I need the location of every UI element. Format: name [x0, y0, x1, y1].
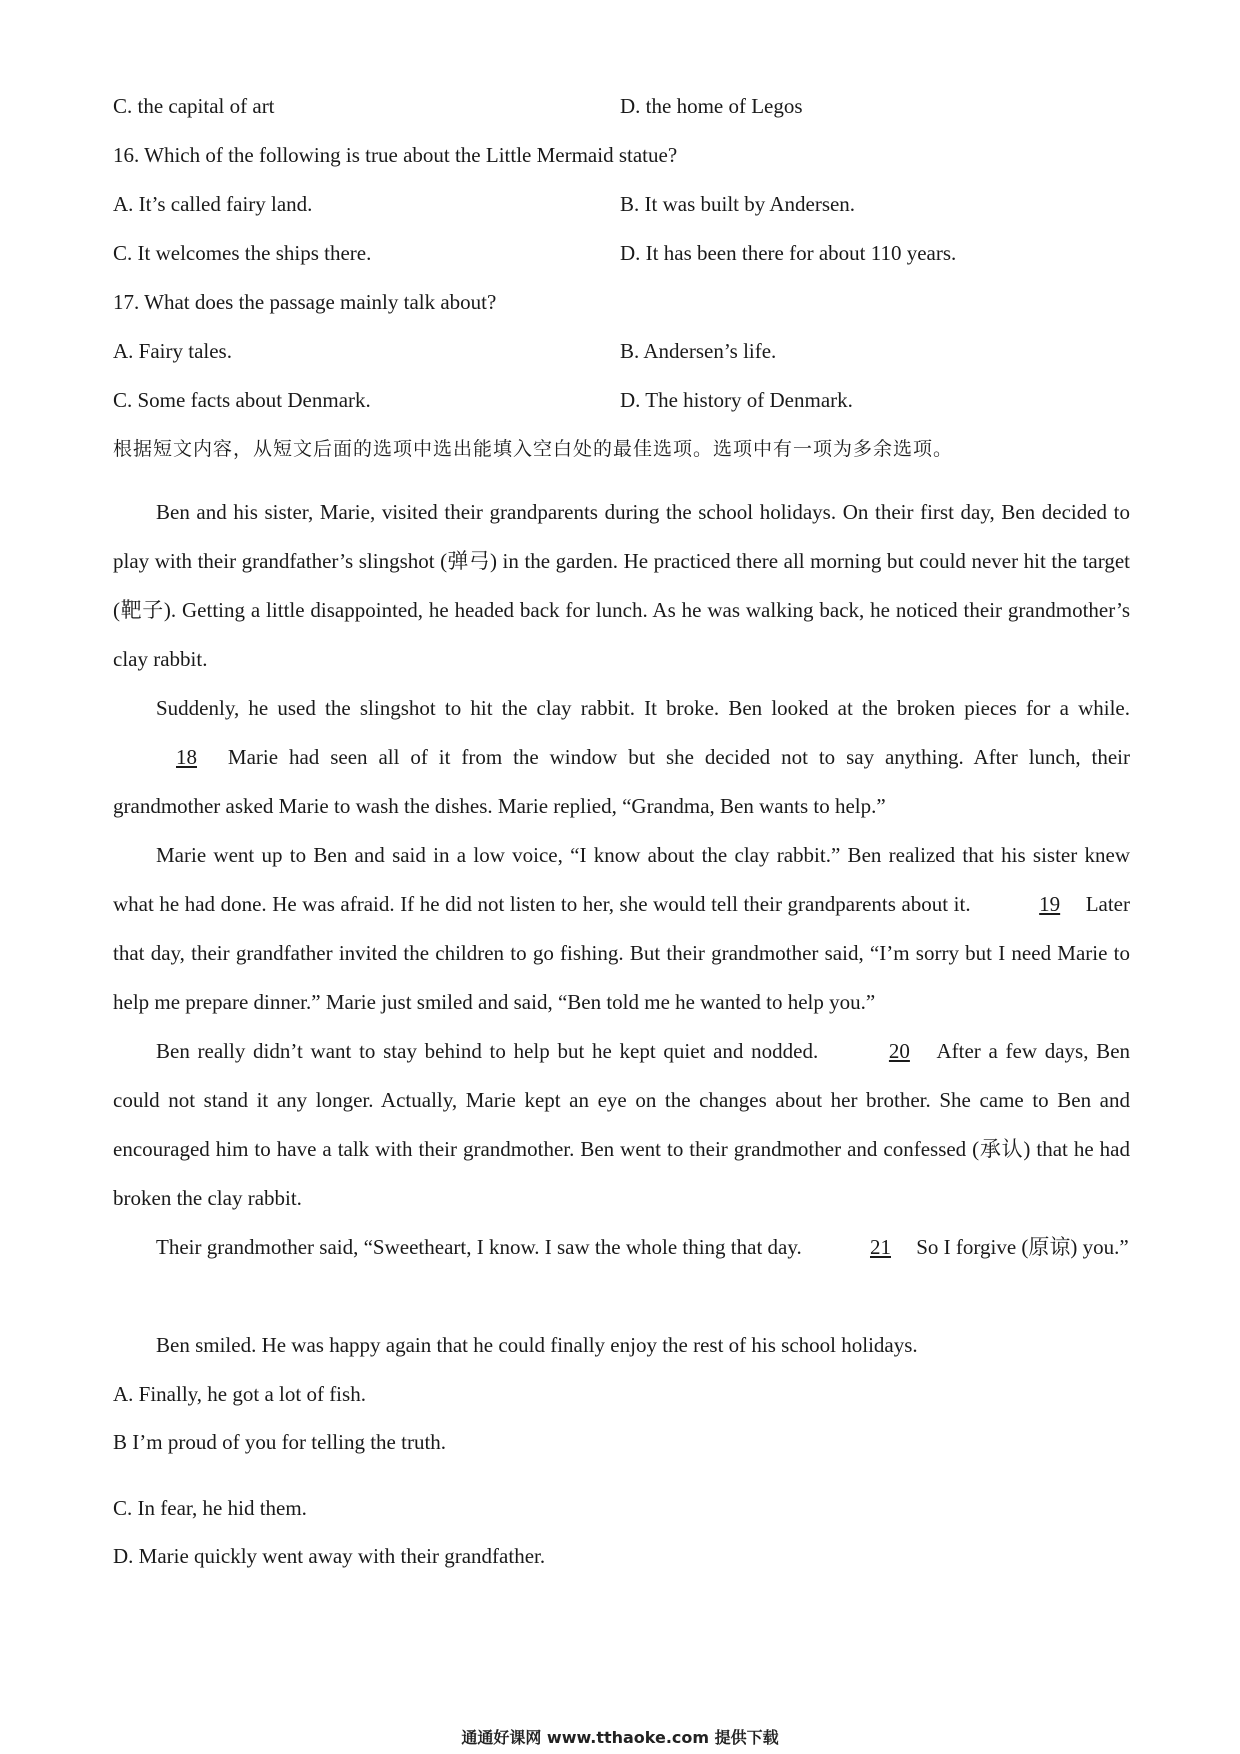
option-c: C. It welcomes the ships there.: [113, 241, 372, 265]
option-a: A. It’s called fairy land.: [113, 192, 313, 216]
section-instruction: 根据短文内容，从短文后面的选项中选出能填入空白处的最佳选项。选项中有一项为多余选项。: [113, 438, 954, 460]
option-row: [113, 180, 1130, 229]
paragraph-text: Later that day, their grandfather invited the children to go fishing. But their grandmother said, “I’m sorry but I need Marie to help me prepare dinner.” Marie just smiled and said, “Ben told me he wanted to help you.”: [113, 892, 1130, 1014]
blank-21: 21: [870, 1235, 891, 1259]
passage-paragraph-4: [113, 1027, 1130, 1223]
passage-paragraph-5: [113, 1223, 1130, 1272]
paragraph-text: Marie went up to Ben and said in a low voice, “I know about the clay rabbit.” Ben realized that his sister knew what he had done. He was afraid. If he did not listen to her, she would tell their grandparents about it.: [113, 843, 1130, 916]
choice-c: C. In fear, he hid them.: [113, 1496, 307, 1520]
question-17: 17. What does the passage mainly talk about?: [113, 290, 497, 314]
choice-a: A. Finally, he got a lot of fish.: [113, 1382, 366, 1406]
option-row: [113, 327, 1130, 376]
passage-paragraph-1: Ben and his sister, Marie, visited their grandparents during the school holidays. On their first day, Ben decided to play with their grandfather’s slingshot (弹弓) in the garden. He practiced there all morning but could never hit the target (靶子). Getting a little disappointed, he headed back for lunch. As he was walking back, he noticed their grandmother’s clay rabbit.: [113, 500, 1130, 671]
option-row: [113, 82, 1130, 131]
option-d: D. It has been there for about 110 years.: [620, 241, 957, 265]
option-row: [113, 376, 1130, 425]
option-c: C. the capital of art: [113, 94, 275, 118]
option-b: B. Andersen’s life.: [620, 339, 777, 363]
paragraph-text: After a few days, Ben could not stand it any longer. Actually, Marie kept an eye on the changes about her brother. She came to Ben and encouraged him to have a talk with their grandmother. Ben went to their grandmother and confessed (承认) that he had broken the clay rabbit.: [113, 1039, 1131, 1210]
option-c: C. Some facts about Denmark.: [113, 388, 371, 412]
question-16: 16. Which of the following is true about the Little Mermaid statue?: [113, 143, 678, 167]
passage-paragraph-6: Ben smiled. He was happy again that he could finally enjoy the rest of his school holidays.: [156, 1333, 918, 1357]
option-a: A. Fairy tales.: [113, 339, 232, 363]
blank-20: 20: [888, 1039, 910, 1063]
paragraph-text: Their grandmother said, “Sweetheart, I know. I saw the whole thing that day.: [156, 1235, 802, 1259]
choice-d: D. Marie quickly went away with their grandfather.: [113, 1544, 546, 1568]
option-row: [113, 229, 1130, 278]
paragraph-text: Ben really didn’t want to stay behind to help but he kept quiet and nodded.: [156, 1039, 819, 1063]
blank-18: 18: [176, 745, 197, 769]
option-d: D. The history of Denmark.: [620, 388, 853, 412]
paragraph-text: So I forgive (原谅) you.”: [916, 1235, 1129, 1259]
paragraph-text: Marie had seen all of it from the window but she decided not to say anything. After lunch, their grandmother asked Marie to wash the dishes. Marie replied, “Grandma, Ben wants to help.”: [113, 745, 1131, 818]
paragraph-text: Suddenly, he used the slingshot to hit the clay rabbit. It broke. Ben looked at the broken pieces for a while.: [156, 696, 1130, 720]
passage-paragraph-2: [113, 684, 1130, 831]
blank-19: 19: [1039, 892, 1061, 916]
passage-paragraph-3: [113, 831, 1130, 1027]
option-d: D. the home of Legos: [620, 94, 803, 118]
choice-b: B I’m proud of you for telling the truth.: [113, 1430, 447, 1454]
option-b: B. It was built by Andersen.: [620, 192, 856, 216]
page-footer: 通通好课网 www.tthaoke.com 提供下载: [461, 1728, 779, 1747]
